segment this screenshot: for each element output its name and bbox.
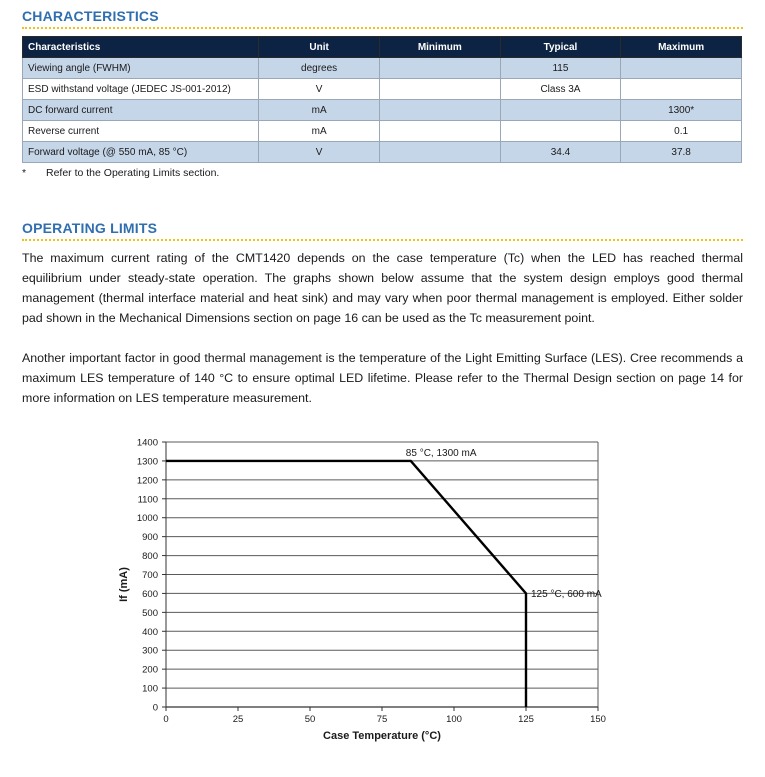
table-cell: 1300* xyxy=(621,100,742,121)
table-footnote xyxy=(22,167,219,179)
characteristics-table xyxy=(22,36,742,163)
header-typical: Typical xyxy=(500,37,621,58)
y-tick-label: 1000 xyxy=(136,513,158,525)
table-cell xyxy=(621,79,742,100)
table-cell: 37.8 xyxy=(621,142,742,163)
x-axis-label: Case Temperature (°C) xyxy=(323,730,441,742)
y-tick-label: 800 xyxy=(142,551,158,563)
table-row xyxy=(23,100,742,121)
y-tick-label: 1400 xyxy=(136,437,158,449)
header-minimum: Minimum xyxy=(379,37,500,58)
table-cell xyxy=(500,121,621,142)
table-row xyxy=(23,121,742,142)
y-tick-label: 600 xyxy=(142,588,158,600)
y-tick-label: 100 xyxy=(142,683,158,695)
table-cell: mA xyxy=(259,100,380,121)
table-cell: Class 3A xyxy=(500,79,621,100)
annotation-125c: 125 °C, 600 mA xyxy=(531,588,602,600)
y-tick-label: 1100 xyxy=(137,494,158,506)
derating-chart xyxy=(0,430,765,777)
footnote-text: Refer to the Operating Limits section. xyxy=(46,167,220,179)
operating-limits-title: OPERATING LIMITS xyxy=(22,220,158,236)
x-tick-label: 75 xyxy=(376,714,388,725)
characteristics-title: CHARACTERISTICS xyxy=(22,8,159,24)
y-tick-label: 0 xyxy=(152,702,158,714)
header-characteristics: Characteristics xyxy=(23,37,259,58)
table-cell xyxy=(379,100,500,121)
table-cell: 0.1 xyxy=(621,121,742,142)
table-cell xyxy=(379,58,500,79)
header-maximum: Maximum xyxy=(621,37,742,58)
table-cell: degrees xyxy=(259,58,380,79)
table-cell: ESD withstand voltage (JEDEC JS-001-2012) xyxy=(23,79,259,100)
table-header-row xyxy=(23,37,742,58)
table-cell: Viewing angle (FWHM) xyxy=(23,58,259,79)
characteristics-divider xyxy=(22,27,743,29)
operating-limits-divider xyxy=(22,239,743,241)
table-cell: Reverse current xyxy=(23,121,259,142)
y-tick-label: 1300 xyxy=(136,456,158,468)
table-cell xyxy=(500,100,621,121)
table-cell: 115 xyxy=(500,58,621,79)
y-tick-label: 200 xyxy=(142,664,158,676)
y-tick-label: 300 xyxy=(142,645,158,657)
x-tick-label: 50 xyxy=(304,714,316,725)
table-cell: 34.4 xyxy=(500,142,621,163)
x-tick-label: 125 xyxy=(518,714,534,725)
x-tick-label: 25 xyxy=(232,714,244,725)
table-row xyxy=(23,79,742,100)
table-cell: mA xyxy=(259,121,380,142)
y-tick-label: 700 xyxy=(142,570,158,581)
table-cell: DC forward current xyxy=(23,100,259,121)
x-tick-label: 150 xyxy=(590,714,606,725)
y-tick-label: 400 xyxy=(142,626,158,638)
table-cell xyxy=(379,79,500,100)
table-row xyxy=(23,142,742,163)
operating-limits-paragraph-1: The maximum current rating of the CMT1420 depends on the case temperature (Tc) when the LED has reached thermal equilibrium under steady-state operation. The graphs shown below assume that the system design employs good thermal management (thermal interface material and heat sink) and may vary when poor thermal management is employed. Either solder pad shown in the Mechanical Dimensions section on page 16 can be used as the Tc measurement point. xyxy=(22,251,743,325)
x-tick-label: 0 xyxy=(163,714,169,725)
y-tick-label: 500 xyxy=(142,607,158,619)
table-row xyxy=(23,58,742,79)
y-tick-label: 1200 xyxy=(136,475,158,487)
table-cell: Forward voltage (@ 550 mA, 85 °C) xyxy=(23,142,259,163)
operating-limits-paragraph-2: Another important factor in good thermal management is the temperature of the Light Emitting Surface (LES). Cree recommends a maximum LES temperature of 140 °C to ensure optimal LED lifetime. Please refer to the Thermal Design section on page 14 for more information on LES temperature measurement. xyxy=(22,351,743,405)
table-cell xyxy=(379,121,500,142)
table-cell xyxy=(621,58,742,79)
table-cell xyxy=(379,142,500,163)
footnote-marker: * xyxy=(22,167,27,179)
x-tick-label: 100 xyxy=(446,714,462,725)
y-axis-label: If (mA) xyxy=(118,567,130,602)
table-cell: V xyxy=(259,142,380,163)
derating-curve-line xyxy=(166,461,526,707)
annotation-85c: 85 °C, 1300 mA xyxy=(405,447,477,459)
table-cell: V xyxy=(259,79,380,100)
y-tick-label: 900 xyxy=(142,532,158,544)
header-unit: Unit xyxy=(259,37,380,58)
